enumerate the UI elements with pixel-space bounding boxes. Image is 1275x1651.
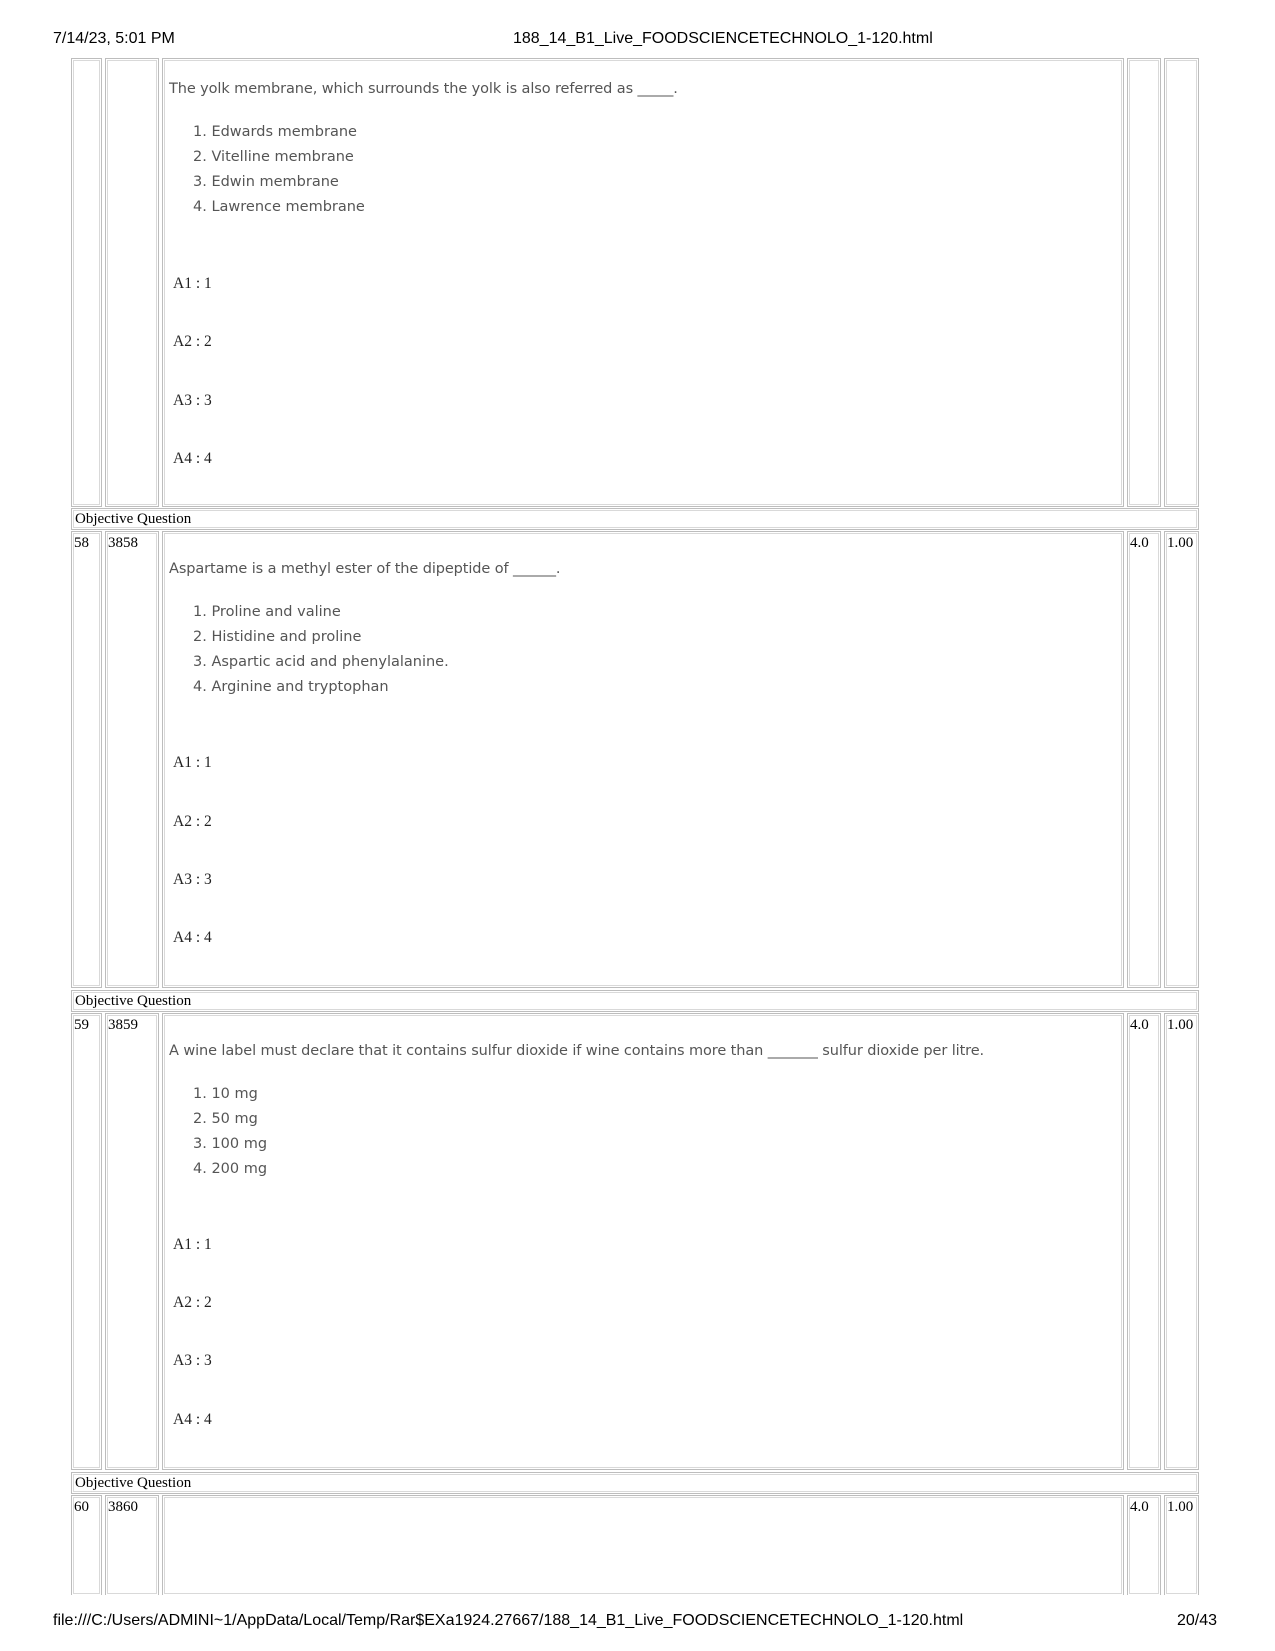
answer-line: A4 : 4 <box>173 929 212 946</box>
option-list <box>176 120 365 220</box>
question-number: 58 <box>74 535 89 551</box>
option-list <box>176 1082 267 1182</box>
question-body-cell <box>162 1495 1124 1595</box>
answer-line: A2 : 2 <box>173 1294 212 1311</box>
marks-cell <box>1127 58 1161 507</box>
marks-cell <box>1127 531 1161 988</box>
negative-marks-cell <box>1164 531 1199 988</box>
answer-line: A4 : 4 <box>173 1411 212 1428</box>
option-item: 1. Proline and valine <box>193 604 341 620</box>
question-text: Aspartame is a methyl ester of the dipeptide of ______. <box>169 561 561 577</box>
marks-cell <box>1127 1013 1161 1470</box>
question-number-cell <box>71 58 102 507</box>
question-id: 3859 <box>108 1017 138 1033</box>
question-type-label: Objective Question <box>71 508 1199 530</box>
print-title: 188_14_B1_Live_FOODSCIENCETECHNOLO_1-120.html <box>513 30 933 47</box>
negative-marks: 1.00 <box>1167 1499 1194 1515</box>
question-id: 3858 <box>108 535 138 551</box>
answer-line: A2 : 2 <box>173 333 212 350</box>
question-number: 59 <box>74 1017 89 1033</box>
negative-marks-cell <box>1164 58 1199 507</box>
option-list <box>176 600 449 700</box>
question-type-label: Objective Question <box>71 990 1199 1012</box>
question-type-label: Objective Question <box>71 1472 1199 1494</box>
answer-line: A1 : 1 <box>173 1236 212 1253</box>
answer-line: A3 : 3 <box>173 1352 212 1369</box>
question-marks: 4.0 <box>1130 535 1149 551</box>
question-marks: 4.0 <box>1130 1017 1149 1033</box>
option-item: 3. Edwin membrane <box>193 174 339 190</box>
question-id-cell <box>105 531 159 988</box>
answer-line: A3 : 3 <box>173 871 212 888</box>
question-id: 3860 <box>108 1499 138 1515</box>
negative-marks: 1.00 <box>1167 1017 1194 1033</box>
option-item: 4. Lawrence membrane <box>193 199 365 215</box>
question-body-cell <box>162 1013 1124 1470</box>
option-item: 2. 50 mg <box>193 1111 258 1127</box>
page-number: 20/43 <box>1177 1612 1218 1629</box>
question-id-cell <box>105 1013 159 1470</box>
question-number: 60 <box>74 1499 89 1515</box>
option-item: 2. Vitelline membrane <box>193 149 354 165</box>
option-item: 3. Aspartic acid and phenylalanine. <box>193 654 449 670</box>
option-item: 4. Arginine and tryptophan <box>193 679 389 695</box>
negative-marks-cell <box>1164 1013 1199 1470</box>
answer-line: A1 : 1 <box>173 275 212 292</box>
option-item: 3. 100 mg <box>193 1136 268 1152</box>
option-item: 4. 200 mg <box>193 1161 268 1177</box>
question-text: A wine label must declare that it contains sulfur dioxide if wine contains more than _______ sulfur dioxide per litre. <box>169 1043 985 1059</box>
question-text: The yolk membrane, which surrounds the yolk is also referred as _____. <box>169 81 678 97</box>
question-id-cell <box>105 58 159 507</box>
print-file-path: file:///C:/Users/ADMINI~1/AppData/Local/Temp/Rar$EXa1924.27667/188_14_B1_Live_FOODSCIENCETECHNOLO_1-120.html <box>53 1612 964 1629</box>
negative-marks: 1.00 <box>1167 535 1194 551</box>
answer-line: A3 : 3 <box>173 392 212 409</box>
option-item: 1. Edwards membrane <box>193 124 357 140</box>
option-item: 2. Histidine and proline <box>193 629 362 645</box>
option-item: 1. 10 mg <box>193 1086 258 1102</box>
print-datetime: 7/14/23, 5:01 PM <box>53 30 175 47</box>
question-number-cell <box>71 1013 102 1470</box>
answer-line: A4 : 4 <box>173 450 212 467</box>
question-marks: 4.0 <box>1130 1499 1149 1515</box>
answer-line: A2 : 2 <box>173 813 212 830</box>
answer-line: A1 : 1 <box>173 754 212 771</box>
question-number-cell <box>71 531 102 988</box>
